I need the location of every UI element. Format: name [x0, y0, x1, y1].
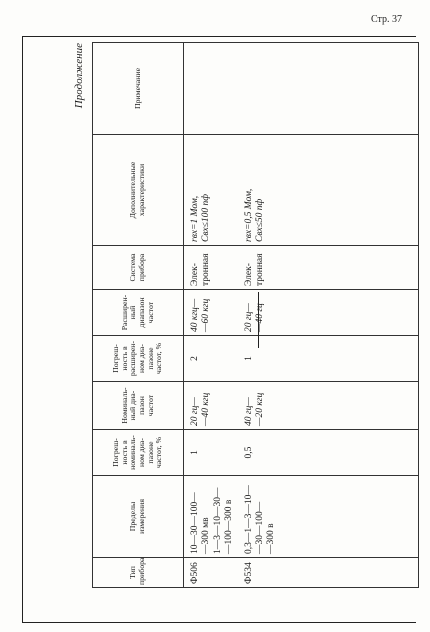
cell-freq-extended: 20 гц— —40 гц	[240, 290, 282, 336]
cell-error-extended: 1	[240, 336, 282, 382]
header-type: Тип прибора	[93, 558, 184, 588]
header-error-extended: Погреш- ность в расширен- ном диа- пазоне частот, %	[93, 336, 184, 382]
cell-extra: rвх=1 Мом, Cвх≤100 пф	[184, 135, 240, 246]
cell-error-nominal: 0,5	[240, 430, 282, 476]
cell-extra: rвх=0,5 Мом, Cвх≤50 пф	[240, 135, 282, 246]
cell-type: Ф506	[184, 558, 240, 588]
cell-type: Ф534	[240, 558, 282, 588]
instrument-table	[92, 42, 419, 588]
cell-range: 10—30—100— —300 мв 1—3—10—30— —100—300 в	[184, 476, 240, 558]
cell-range: 0,3—1—3—10— —30—100— —300 в	[240, 476, 282, 558]
header-extra: Дополнительные характеристики	[93, 135, 184, 246]
cell-freq-extended: 40 кгц— —60 кгц	[184, 290, 240, 336]
cell-error-extended: 2	[184, 336, 240, 382]
cell-error-nominal: 1	[184, 430, 240, 476]
separator-line	[258, 292, 259, 348]
header-note: Примечание	[93, 43, 184, 135]
table-row	[240, 43, 282, 588]
cell-freq-nominal: 20 гц— —40 кгц	[184, 382, 240, 430]
cell-note	[240, 43, 282, 135]
header-freq-nominal: Номиналь- ный диа- пазон частот	[93, 382, 184, 430]
header-error-nominal: Погреш- ность в номиналь- ном диа- пазоне частот, %	[93, 430, 184, 476]
continued-label: Продолжение	[73, 43, 85, 109]
table-filler-row	[282, 43, 419, 588]
table-row	[184, 43, 240, 588]
cell-system: Элек- тронная	[184, 246, 240, 290]
page-number: Стр. 37	[370, 14, 402, 25]
rotated-content	[70, 43, 410, 588]
header-range: Пределы измерения	[93, 476, 184, 558]
cell-freq-nominal: 40 гц— —20 кгц	[240, 382, 282, 430]
header-system: Система прибора	[93, 246, 184, 290]
rotated-table-area	[70, 43, 410, 588]
table-header-row	[93, 43, 184, 588]
header-freq-extended: Расширен- ный диапазон частот	[93, 290, 184, 336]
cell-note	[184, 43, 240, 135]
cell-system: Элек- тронная	[240, 246, 282, 290]
